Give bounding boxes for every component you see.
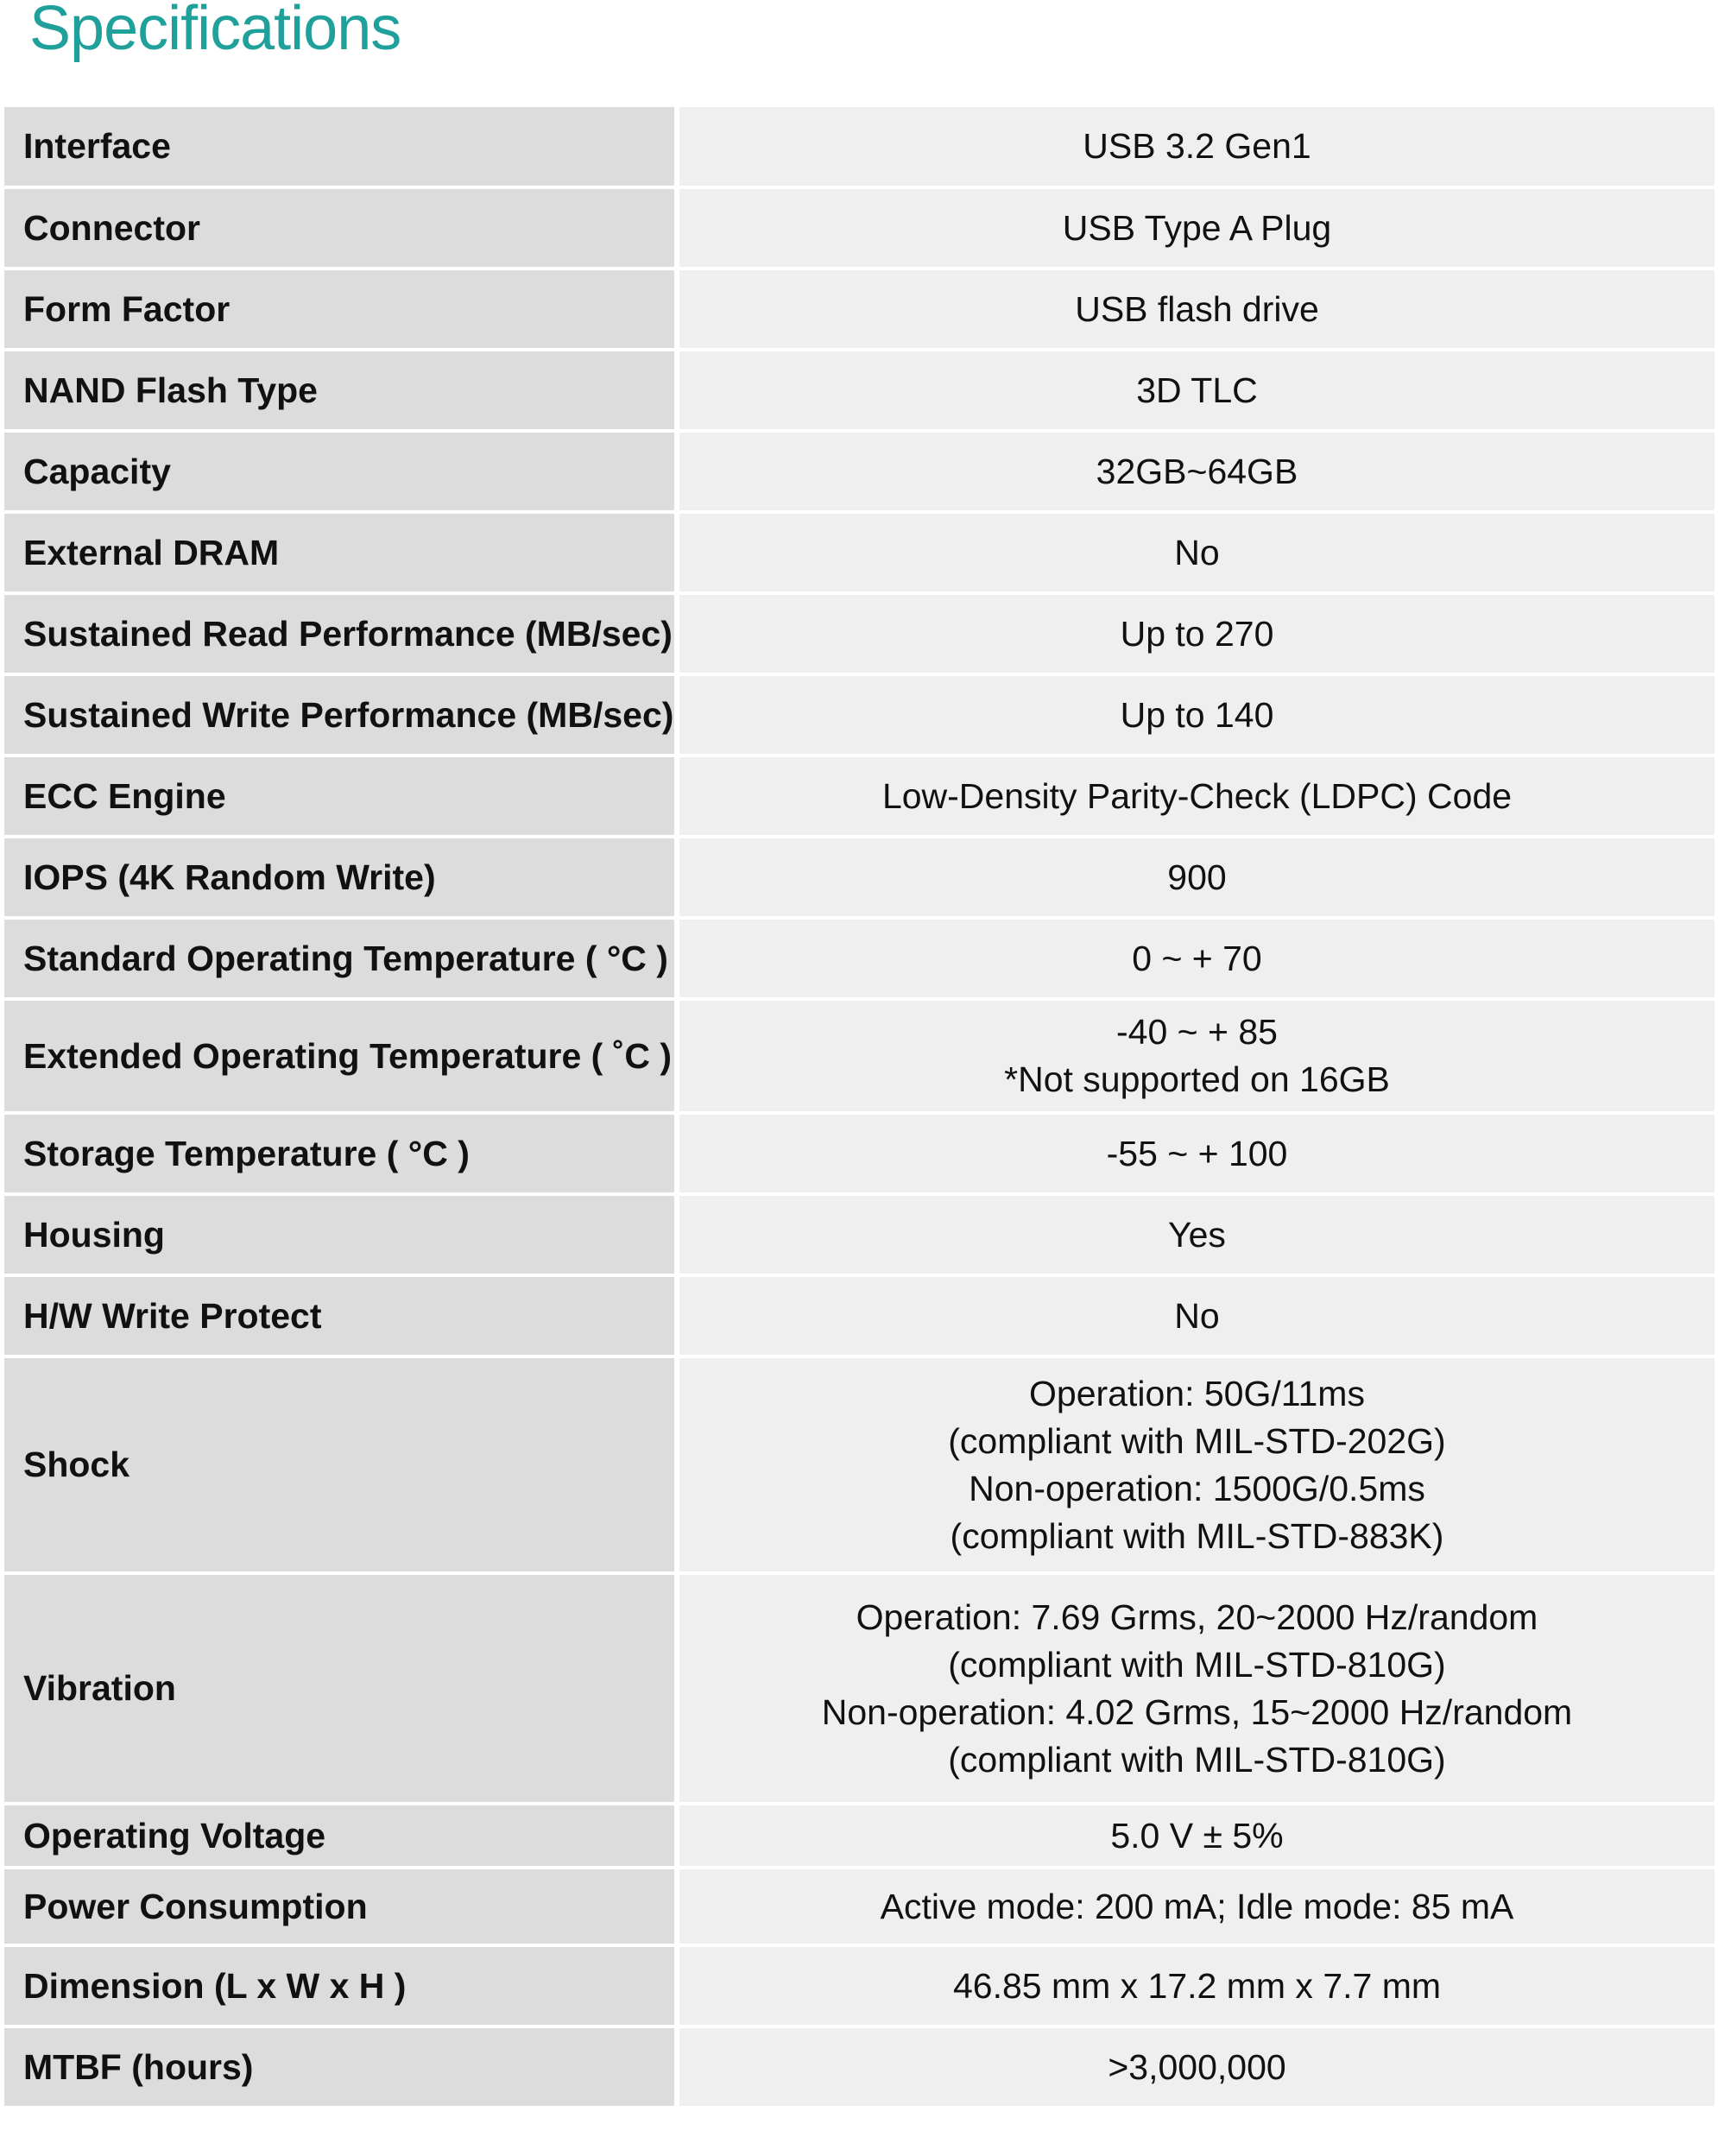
spec-value-line: (compliant with MIL-STD-810G) <box>948 1644 1446 1685</box>
spec-row <box>4 1805 1715 1866</box>
spec-value-line: Operation: 7.69 Grms, 20~2000 Hz/random <box>856 1596 1538 1637</box>
spec-label: Interface <box>4 107 674 186</box>
spec-value-line: Non-operation: 4.02 Grms, 15~2000 Hz/random <box>821 1691 1573 1732</box>
spec-row <box>4 676 1715 754</box>
spec-value-line: Yes <box>1168 1214 1226 1255</box>
spec-row <box>4 107 1715 186</box>
spec-label: Connector <box>4 189 674 267</box>
spec-value <box>679 676 1715 754</box>
spec-label: ECC Engine <box>4 757 674 835</box>
spec-row <box>4 433 1715 510</box>
spec-label: Form Factor <box>4 270 674 348</box>
spec-row <box>4 1115 1715 1192</box>
spec-label: Operating Voltage <box>4 1805 674 1866</box>
spec-value-line: No <box>1174 532 1220 572</box>
spec-label: NAND Flash Type <box>4 351 674 429</box>
spec-label: Sustained Read Performance (MB/sec) <box>4 595 674 673</box>
spec-label: H/W Write Protect <box>4 1277 674 1355</box>
spec-label: Dimension (L x W x H ) <box>4 1947 674 2025</box>
spec-value-line: 32GB~64GB <box>1096 451 1298 491</box>
spec-value <box>679 1115 1715 1192</box>
spec-value <box>679 1947 1715 2025</box>
spec-value-line: Low-Density Parity-Check (LDPC) Code <box>881 775 1513 816</box>
spec-value <box>679 270 1715 348</box>
spec-value-line: -55 ~ + 100 <box>1106 1133 1288 1173</box>
spec-row <box>4 1001 1715 1111</box>
spec-value <box>679 433 1715 510</box>
spec-row <box>4 920 1715 997</box>
spec-label: External DRAM <box>4 514 674 591</box>
spec-value <box>679 2028 1715 2106</box>
spec-label: Standard Operating Temperature ( °C ) <box>4 920 674 997</box>
spec-value <box>679 351 1715 429</box>
spec-label: Vibration <box>4 1575 674 1802</box>
spec-value-line: USB Type A Plug <box>1062 207 1332 248</box>
spec-label: Extended Operating Temperature ( ˚C ) <box>4 1001 674 1111</box>
spec-value <box>679 595 1715 673</box>
spec-value <box>679 757 1715 835</box>
spec-value-line: Non-operation: 1500G/0.5ms <box>969 1468 1425 1508</box>
spec-row <box>4 1947 1715 2025</box>
spec-row <box>4 838 1715 916</box>
spec-value-line: (compliant with MIL-STD-810G) <box>948 1739 1446 1780</box>
spec-table-body <box>4 107 1715 2106</box>
spec-value-line: 46.85 mm x 17.2 mm x 7.7 mm <box>952 1965 1442 2006</box>
spec-value-line: USB flash drive <box>1075 288 1319 329</box>
spec-row <box>4 351 1715 429</box>
spec-value <box>679 189 1715 267</box>
spec-row <box>4 1358 1715 1571</box>
spec-value <box>679 514 1715 591</box>
spec-label: Capacity <box>4 433 674 510</box>
spec-label: MTBF (hours) <box>4 2028 674 2106</box>
spec-value-line: Up to 140 <box>1120 694 1274 735</box>
spec-label: Shock <box>4 1358 674 1571</box>
spec-value <box>679 1869 1715 1944</box>
spec-value <box>679 1358 1715 1571</box>
spec-value-line: 0 ~ + 70 <box>1132 938 1262 978</box>
spec-row <box>4 757 1715 835</box>
spec-row <box>4 2028 1715 2106</box>
spec-value <box>679 1805 1715 1866</box>
spec-value-line: USB 3.2 Gen1 <box>1083 126 1311 166</box>
spec-row <box>4 1575 1715 1802</box>
spec-row <box>4 1869 1715 1944</box>
spec-value-line: >3,000,000 <box>1108 2046 1286 2087</box>
spec-value-line: Operation: 50G/11ms <box>1029 1373 1365 1413</box>
page-title: Specifications <box>29 0 401 63</box>
spec-value-line: -40 ~ + 85 <box>1116 1012 1278 1052</box>
spec-value-line: No <box>1174 1295 1220 1336</box>
spec-row <box>4 514 1715 591</box>
spec-label: IOPS (4K Random Write) <box>4 838 674 916</box>
spec-value <box>679 920 1715 997</box>
spec-value-line: Up to 270 <box>1120 613 1274 654</box>
spec-row <box>4 1196 1715 1274</box>
spec-label: Sustained Write Performance (MB/sec) <box>4 676 674 754</box>
spec-label: Power Consumption <box>4 1869 674 1944</box>
spec-value <box>679 1001 1715 1111</box>
spec-row <box>4 1277 1715 1355</box>
spec-value-line: 3D TLC <box>1136 370 1258 410</box>
spec-value <box>679 1196 1715 1274</box>
spec-value-line: Active mode: 200 mA; Idle mode: 85 mA <box>880 1886 1514 1926</box>
spec-value-line: (compliant with MIL-STD-883K) <box>950 1515 1444 1556</box>
spec-label: Housing <box>4 1196 674 1274</box>
spec-value <box>679 107 1715 186</box>
spec-label: Storage Temperature ( °C ) <box>4 1115 674 1192</box>
spec-table <box>4 104 1715 2109</box>
spec-value <box>679 838 1715 916</box>
spec-value <box>679 1277 1715 1355</box>
spec-row <box>4 189 1715 267</box>
spec-value-line: *Not supported on 16GB <box>1004 1059 1390 1099</box>
spec-value-line: (compliant with MIL-STD-202G) <box>948 1420 1446 1461</box>
spec-value-line: 900 <box>1167 857 1227 897</box>
spec-row <box>4 270 1715 348</box>
spec-value <box>679 1575 1715 1802</box>
spec-row <box>4 595 1715 673</box>
spec-value-line: 5.0 V ± 5% <box>1110 1815 1284 1856</box>
